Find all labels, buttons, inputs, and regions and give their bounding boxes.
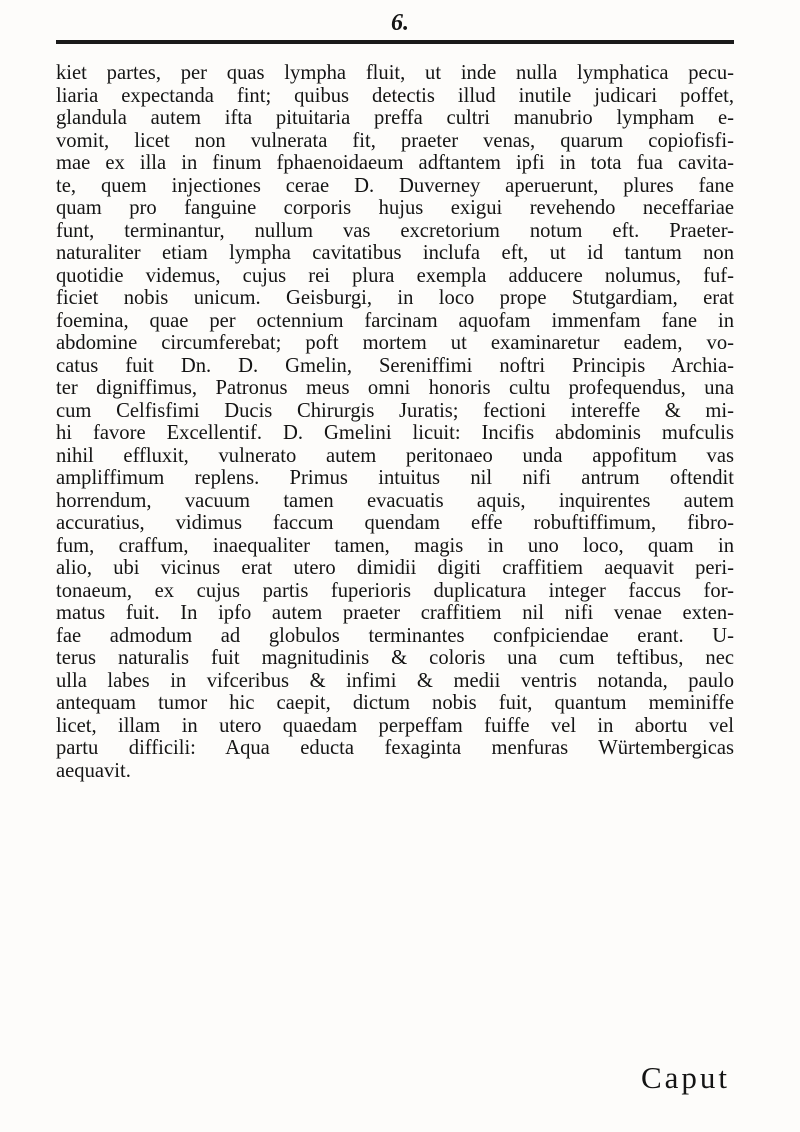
text-line: catus fuit Dn. D. Gmelin, Sereniffimi noftri Principis Archia- (56, 354, 734, 377)
text-line: foemina, quae per octennium farcinam aquofam immenfam fane in (56, 309, 734, 332)
text-line: glandula autem ifta pituitaria preffa cultri manubrio lympham e- (56, 107, 734, 129)
text-line: fae admodum ad globulos terminantes confpiciendae erant. U- (56, 624, 734, 647)
text-line: horrendum, vacuum tamen evacuatis aquis, inquirentes autem (56, 489, 734, 512)
text-line: liaria expectanda fint; quibus detectis illud inutile judicari poffet, (56, 84, 734, 107)
body-text (56, 62, 734, 782)
text-line: vomit, licet non vulnerata fit, praeter venas, quarum copiofisfi- (56, 129, 734, 152)
text-line: funt, terminantur, nullum vas excretorium notum eft. Praeter- (56, 219, 734, 242)
text-line: hi favore Excellentif. D. Gmelini licuit: Incifis abdominis mufculis (56, 422, 734, 444)
text-line: alio, ubi vicinus erat utero dimidii digiti craffitiem aequavit peri- (56, 557, 734, 579)
text-line: abdomine circumferebat; poft mortem ut examinaretur eadem, vo- (56, 332, 734, 354)
text-line: ficiet nobis unicum. Geisburgi, in loco prope Stutgardiam, erat (56, 287, 734, 309)
catchword: Caput (640, 1060, 730, 1095)
text-line: ulla labes in vifceribus & infimi & medii ventris notanda, paulo (56, 669, 734, 692)
text-line: ampliffimum replens. Primus intuitus nil nifi antrum oftendit (56, 467, 734, 489)
page-number: 6. (391, 10, 409, 36)
text-line: ter digniffimus, Patronus meus omni honoris cultu profequendus, una (56, 377, 734, 399)
text-line: kiet partes, per quas lympha fluit, ut inde nulla lymphatica pecu- (56, 62, 734, 84)
text-line: nihil effluxit, vulnerato autem peritonaeo unda appofitum vas (56, 444, 734, 467)
header-rule (56, 40, 734, 44)
text-line: antequam tumor hic caepit, dictum nobis fuit, quantum meminiffe (56, 692, 734, 714)
text-line: mae ex illa in finum fphaenoidaeum adftantem ipfi in tota fua cavita- (56, 152, 734, 174)
text-line: te, quem injectiones cerae D. Duverney aperuerunt, plures fane (56, 174, 734, 197)
text-line: fum, craffum, inaequaliter tamen, magis in uno loco, quam in (56, 534, 734, 557)
text-line: tonaeum, ex cujus partis fuperioris duplicatura integer faccus for- (56, 579, 734, 602)
text-line: quotidie videmus, cujus rei plura exempla adducere nolumus, fuf- (56, 264, 734, 287)
text-line: cum Celfisfimi Ducis Chirurgis Juratis; fectioni intereffe & mi- (56, 399, 734, 422)
text-line: accuratius, vidimus faccum quendam effe robuftiffimum, fibro- (56, 512, 734, 534)
text-line: terus naturalis fuit magnitudinis & coloris una cum teftibus, nec (56, 647, 734, 669)
text-line: quam pro fanguine corporis hujus exigui revehendo neceffariae (56, 197, 734, 219)
text-line: aequavit. (56, 759, 131, 782)
text-line: partu difficili: Aqua educta fexaginta menfuras Würtembergicas (56, 737, 734, 759)
text-line: matus fuit. In ipfo autem praeter craffitiem nil nifi venae exten- (56, 602, 734, 624)
text-line: licet, illam in utero quaedam perpeffam fuiffe vel in abortu vel (56, 714, 734, 737)
text-line: naturaliter etiam lympha cavitatibus inclufa eft, ut id tantum non (56, 242, 734, 264)
